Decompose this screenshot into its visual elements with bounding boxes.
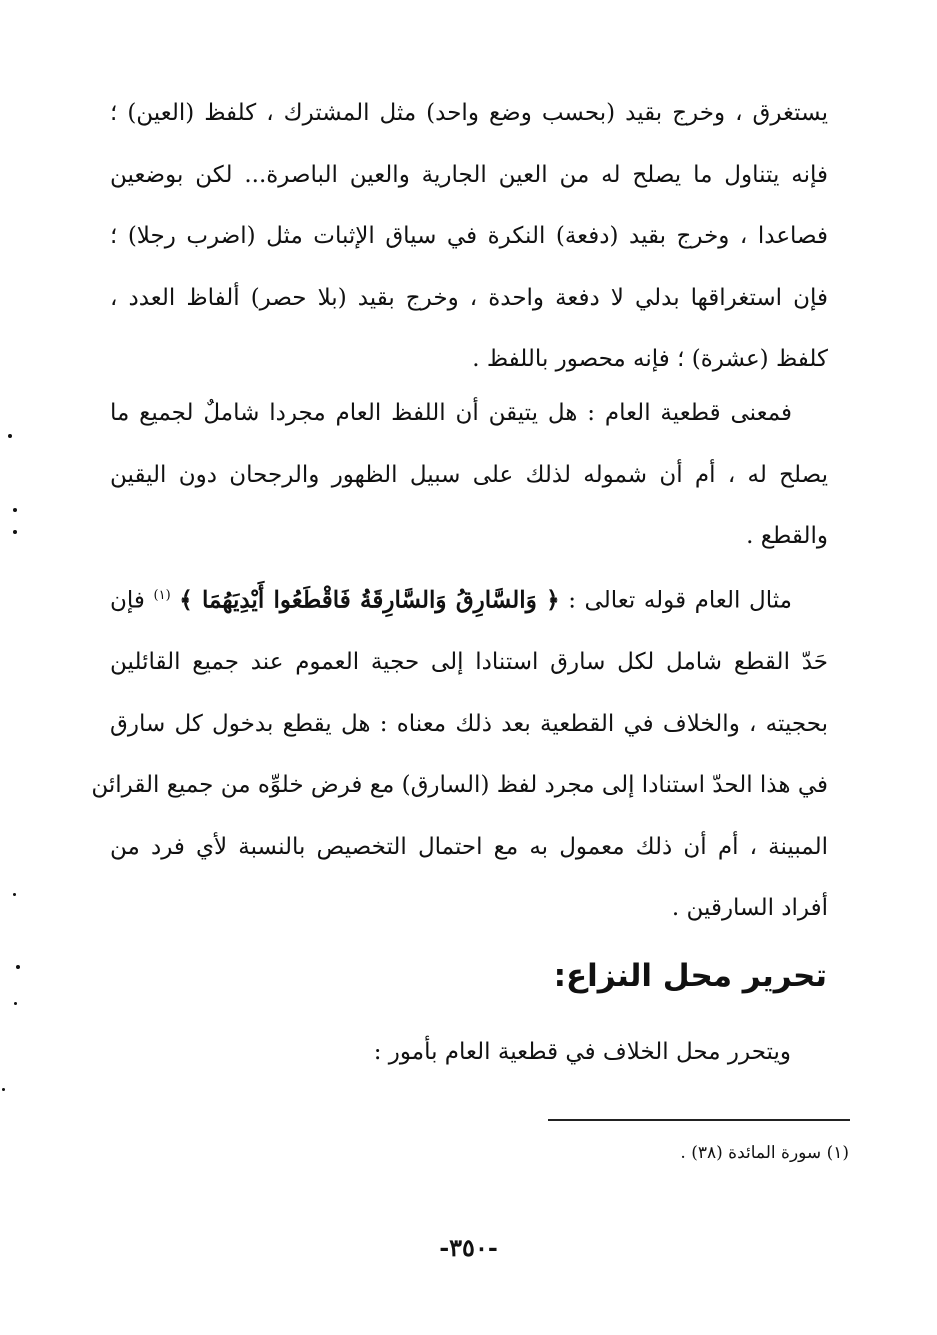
text-line: المبينة ، أم أن ذلك معمول به مع احتمال التخصيص بالنسبة لأي فرد من [110,833,828,860]
paragraph-meaning [110,383,828,568]
page-number: -٣٥٠- [439,1233,498,1262]
text-line: يستغرق ، وخرج بقيد (بحسب وضع واحد) مثل المشترك ، كلفظ (العين) ؛ [110,100,828,126]
scan-speck [14,1002,17,1005]
section-heading: تحرير محل النزاع: [553,958,827,994]
text-line: فصاعدا ، وخرج بقيد (دفعة) النكرة في سياق الإثبات مثل (اضرب رجلا) ؛ [110,223,828,249]
paragraph-example [91,565,828,940]
scan-speck [13,508,17,512]
text-line: يصلح له ، أم أن شموله لذلك على سبيل الظهور والرجحان دون اليقين [110,461,828,488]
scan-speck [16,965,20,969]
example-suffix: فإن [110,587,145,614]
footnote-text: (١) سورة المائدة (٣٨) . [680,1143,849,1163]
scan-speck [13,530,17,534]
text-line: بحجيته ، والخلاف في القطعية بعد ذلك معناه : هل يقطع بدخول كل سارق [110,710,828,737]
text-line: كلفظ (عشرة) ؛ فإنه محصور باللفظ . [472,346,828,372]
text-line: فإن استغراقها بدلي لا دفعة واحدة ، وخرج بقيد (بلا حصر) ألفاظ العدد ، [110,284,828,311]
example-prefix: مثال العام قوله تعالى : [568,587,792,614]
text-line: أفراد السارقين . [671,895,828,922]
footnote-reference: (١) [153,588,171,603]
quran-verse: ﴿ وَالسَّارِقُ وَالسَّارِقَةُ فَاقْطَعُوا أَيْدِيَهُمَا ﴾ [179,586,560,614]
paragraph-definition-continuation [110,83,828,391]
section-intro: ويتحرر محل الخلاف في قطعية العام بأمور : [373,1039,791,1065]
scan-speck [2,1088,5,1091]
footnote-divider [548,1119,850,1121]
text-line: فإنه يتناول ما يصلح له من العين الجارية والعين الباصرة... لكن بوضعين [110,161,828,188]
text-line: فمعنى قطعية العام : هل يتيقن أن اللفظ العام مجردا شاملٌ لجميع ما [110,400,792,426]
scan-speck [13,893,16,896]
scan-speck [8,434,12,438]
text-line: حَدّ القطع شامل لكل سارق استنادا إلى حجية العموم عند جميع القائلين [110,649,828,676]
text-line: في هذا الحدّ استنادا إلى مجرد لفظ (السارق) مع فرض خلوِّه من جميع القرائن [91,772,828,799]
text-line: والقطع . [746,523,828,549]
text-line-with-verse [110,565,828,632]
